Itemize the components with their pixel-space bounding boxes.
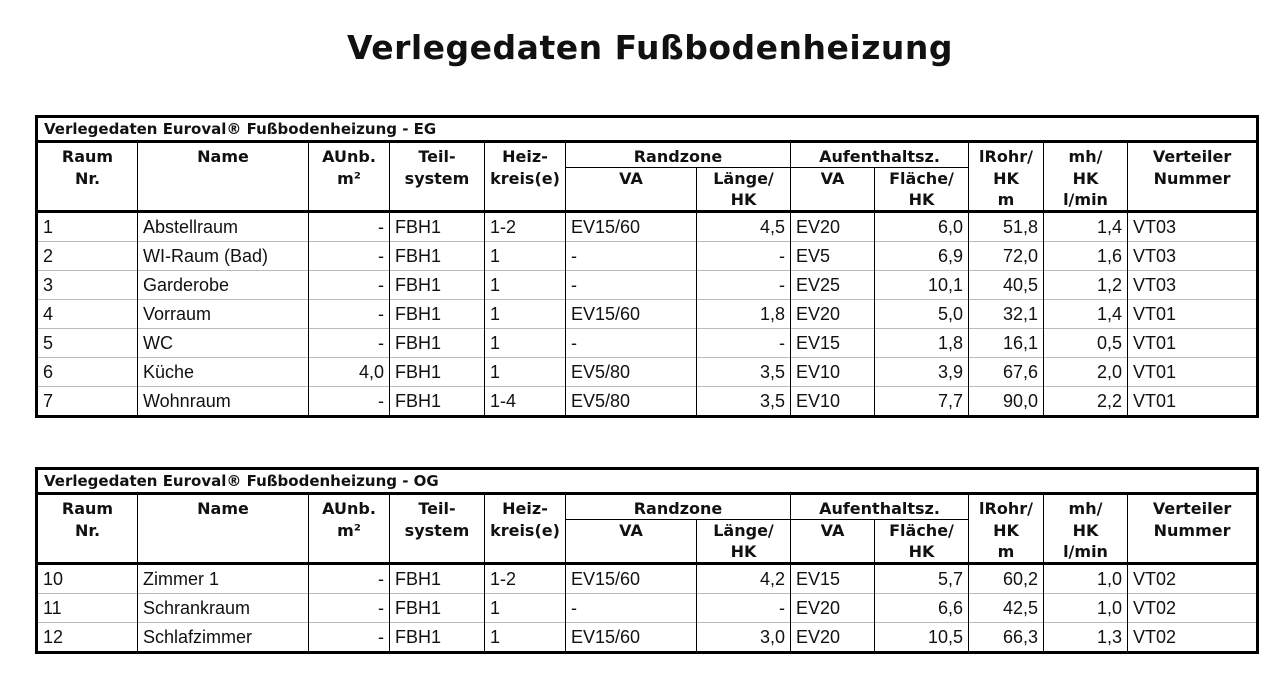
cell-teilsystem: FBH1 xyxy=(390,623,485,653)
header-kreise: kreis(e) xyxy=(485,520,566,564)
cell-laenge-hk: 4,5 xyxy=(697,212,791,242)
cell-heizkreise: 1-4 xyxy=(485,387,566,417)
table-og xyxy=(35,467,1259,654)
cell-teilsystem: FBH1 xyxy=(390,594,485,623)
cell-mh-hk: 1,0 xyxy=(1044,594,1128,623)
cell-raum-nr: 4 xyxy=(37,300,138,329)
cell-rand-va: - xyxy=(566,329,697,358)
header-randzone: Randzone xyxy=(566,494,791,520)
cell-auf-va: EV15 xyxy=(791,329,875,358)
cell-teilsystem: FBH1 xyxy=(390,564,485,594)
header-flaeche: Fläche/ HK xyxy=(875,520,969,564)
cell-laenge-hk: - xyxy=(697,329,791,358)
table-caption: Verlegedaten Euroval® Fußbodenheizung - EG xyxy=(37,117,1258,142)
header-m2: m² xyxy=(309,520,390,564)
cell-mh-hk: 1,3 xyxy=(1044,623,1128,653)
header-nummer: Nummer xyxy=(1128,520,1258,564)
header-verteiler: Verteiler xyxy=(1128,494,1258,520)
cell-rand-va: EV5/80 xyxy=(566,387,697,417)
header-aufenthalt: Aufenthaltsz. xyxy=(791,142,969,168)
cell-rand-va: - xyxy=(566,594,697,623)
header-mh: mh/ xyxy=(1044,494,1128,520)
cell-auf-va: EV10 xyxy=(791,387,875,417)
header-nr: Nr. xyxy=(37,520,138,564)
cell-mh-hk: 1,4 xyxy=(1044,212,1128,242)
cell-auf-va: EV25 xyxy=(791,271,875,300)
cell-aunb: - xyxy=(309,594,390,623)
cell-flaeche-hk: 6,0 xyxy=(875,212,969,242)
cell-laenge-hk: 1,8 xyxy=(697,300,791,329)
cell-name: Vorraum xyxy=(138,300,309,329)
cell-verteiler: VT01 xyxy=(1128,300,1258,329)
header-randzone: Randzone xyxy=(566,142,791,168)
cell-flaeche-hk: 5,7 xyxy=(875,564,969,594)
cell-laenge-hk: 3,0 xyxy=(697,623,791,653)
cell-lrohr-hk: 40,5 xyxy=(969,271,1044,300)
cell-raum-nr: 2 xyxy=(37,242,138,271)
cell-flaeche-hk: 6,6 xyxy=(875,594,969,623)
table-row xyxy=(37,358,1258,387)
cell-teilsystem: FBH1 xyxy=(390,212,485,242)
header-nummer: Nummer xyxy=(1128,168,1258,212)
table-row xyxy=(37,594,1258,623)
cell-mh-hk: 1,4 xyxy=(1044,300,1128,329)
header-lrohr-unit: HK m xyxy=(969,520,1044,564)
cell-heizkreise: 1 xyxy=(485,271,566,300)
cell-mh-hk: 2,2 xyxy=(1044,387,1128,417)
cell-name: Küche xyxy=(138,358,309,387)
header-auf-va: VA xyxy=(791,168,875,212)
table-row xyxy=(37,564,1258,594)
cell-flaeche-hk: 10,5 xyxy=(875,623,969,653)
cell-lrohr-hk: 67,6 xyxy=(969,358,1044,387)
cell-name: Abstellraum xyxy=(138,212,309,242)
cell-teilsystem: FBH1 xyxy=(390,387,485,417)
cell-aunb: 4,0 xyxy=(309,358,390,387)
cell-lrohr-hk: 90,0 xyxy=(969,387,1044,417)
header-aunb: AUnb. xyxy=(309,494,390,520)
cell-raum-nr: 12 xyxy=(37,623,138,653)
cell-teilsystem: FBH1 xyxy=(390,271,485,300)
cell-rand-va: EV15/60 xyxy=(566,564,697,594)
cell-lrohr-hk: 32,1 xyxy=(969,300,1044,329)
header-teil: Teil- xyxy=(390,494,485,520)
cell-rand-va: EV15/60 xyxy=(566,623,697,653)
cell-verteiler: VT02 xyxy=(1128,594,1258,623)
header-name-cont xyxy=(138,168,309,212)
cell-rand-va: - xyxy=(566,271,697,300)
header-mh-unit: HK l/min xyxy=(1044,520,1128,564)
cell-teilsystem: FBH1 xyxy=(390,358,485,387)
cell-laenge-hk: 3,5 xyxy=(697,387,791,417)
header-m2: m² xyxy=(309,168,390,212)
header-kreise: kreis(e) xyxy=(485,168,566,212)
cell-aunb: - xyxy=(309,300,390,329)
header-name: Name xyxy=(138,142,309,168)
cell-raum-nr: 11 xyxy=(37,594,138,623)
cell-aunb: - xyxy=(309,564,390,594)
header-mh-unit: HK l/min xyxy=(1044,168,1128,212)
cell-verteiler: VT02 xyxy=(1128,564,1258,594)
cell-rand-va: EV15/60 xyxy=(566,300,697,329)
cell-mh-hk: 1,2 xyxy=(1044,271,1128,300)
cell-heizkreise: 1 xyxy=(485,594,566,623)
cell-laenge-hk: 4,2 xyxy=(697,564,791,594)
cell-teilsystem: FBH1 xyxy=(390,329,485,358)
cell-raum-nr: 10 xyxy=(43,569,64,589)
header-rand-va: VA xyxy=(566,168,697,212)
header-teil: Teil- xyxy=(390,142,485,168)
cell-mh-hk: 0,5 xyxy=(1044,329,1128,358)
cell-raum-nr: 1 xyxy=(43,217,54,237)
cell-heizkreise: 1 xyxy=(485,300,566,329)
cell-flaeche-hk: 7,7 xyxy=(875,387,969,417)
cell-lrohr-hk: 66,3 xyxy=(969,623,1044,653)
cell-verteiler: VT02 xyxy=(1128,623,1258,653)
cell-raum-nr: 6 xyxy=(37,358,138,387)
cell-verteiler: VT01 xyxy=(1128,329,1258,358)
cell-aunb: - xyxy=(309,271,390,300)
cell-laenge-hk: - xyxy=(697,242,791,271)
cell-verteiler: VT03 xyxy=(1128,271,1258,300)
cell-flaeche-hk: 6,9 xyxy=(875,242,969,271)
cell-auf-va: EV20 xyxy=(791,300,875,329)
table-row xyxy=(37,242,1258,271)
header-lrohr: lRohr/ xyxy=(969,494,1044,520)
cell-lrohr-hk: 60,2 xyxy=(969,564,1044,594)
header-flaeche: Fläche/ HK xyxy=(875,168,969,212)
cell-auf-va: EV20 xyxy=(791,594,875,623)
cell-flaeche-hk: 1,8 xyxy=(875,329,969,358)
header-mh: mh/ xyxy=(1044,142,1128,168)
header-system: system xyxy=(390,168,485,212)
cell-rand-va: - xyxy=(566,242,697,271)
header-verteiler: Verteiler xyxy=(1128,142,1258,168)
cell-name: Garderobe xyxy=(138,271,309,300)
cell-auf-va: EV5 xyxy=(791,242,875,271)
cell-name: Schrankraum xyxy=(138,594,309,623)
cell-heizkreise: 1 xyxy=(485,358,566,387)
cell-lrohr-hk: 42,5 xyxy=(969,594,1044,623)
cell-aunb: - xyxy=(309,212,390,242)
table-caption: Verlegedaten Euroval® Fußbodenheizung - OG xyxy=(37,469,1258,494)
cell-heizkreise: 1 xyxy=(485,242,566,271)
cell-aunb: - xyxy=(309,329,390,358)
cell-laenge-hk: - xyxy=(697,594,791,623)
cell-lrohr-hk: 72,0 xyxy=(969,242,1044,271)
header-raum: Raum xyxy=(61,499,114,518)
header-system: system xyxy=(390,520,485,564)
cell-lrohr-hk: 51,8 xyxy=(969,212,1044,242)
header-name-cont xyxy=(138,520,309,564)
cell-laenge-hk: 3,5 xyxy=(697,358,791,387)
cell-raum-nr: 5 xyxy=(37,329,138,358)
cell-verteiler: VT01 xyxy=(1128,387,1258,417)
header-heiz: Heiz- xyxy=(485,494,566,520)
header-aunb: AUnb. xyxy=(309,142,390,168)
cell-name: Wohnraum xyxy=(138,387,309,417)
header-lrohr: lRohr/ xyxy=(969,142,1044,168)
header-lrohr-unit: HK m xyxy=(969,168,1044,212)
cell-lrohr-hk: 16,1 xyxy=(969,329,1044,358)
cell-name: Zimmer 1 xyxy=(138,564,309,594)
cell-raum-nr: 3 xyxy=(37,271,138,300)
cell-auf-va: EV15 xyxy=(791,564,875,594)
table-row xyxy=(37,329,1258,358)
table-row xyxy=(37,212,1258,242)
header-nr: Nr. xyxy=(37,168,138,212)
cell-flaeche-hk: 3,9 xyxy=(875,358,969,387)
header-rand-va: VA xyxy=(566,520,697,564)
header-aufenthalt: Aufenthaltsz. xyxy=(791,494,969,520)
cell-heizkreise: 1-2 xyxy=(485,212,566,242)
cell-verteiler: VT03 xyxy=(1128,212,1258,242)
header-laenge: Länge/ HK xyxy=(697,520,791,564)
cell-rand-va: EV5/80 xyxy=(566,358,697,387)
cell-name: WC xyxy=(138,329,309,358)
cell-verteiler: VT03 xyxy=(1128,242,1258,271)
cell-aunb: - xyxy=(309,387,390,417)
cell-aunb: - xyxy=(309,623,390,653)
cell-name: Schlafzimmer xyxy=(138,623,309,653)
page-title: Verlegedaten Fußbodenheizung xyxy=(346,28,954,67)
cell-flaeche-hk: 5,0 xyxy=(875,300,969,329)
cell-heizkreise: 1-2 xyxy=(485,564,566,594)
cell-mh-hk: 2,0 xyxy=(1044,358,1128,387)
cell-mh-hk: 1,0 xyxy=(1044,564,1128,594)
cell-raum-nr: 7 xyxy=(37,387,138,417)
cell-name: WI-Raum (Bad) xyxy=(138,242,309,271)
cell-heizkreise: 1 xyxy=(485,329,566,358)
header-laenge: Länge/ HK xyxy=(697,168,791,212)
cell-verteiler: VT01 xyxy=(1128,358,1258,387)
cell-heizkreise: 1 xyxy=(485,623,566,653)
cell-rand-va: EV15/60 xyxy=(566,212,697,242)
table-row xyxy=(37,300,1258,329)
header-auf-va: VA xyxy=(791,520,875,564)
cell-auf-va: EV20 xyxy=(791,623,875,653)
header-raum: Raum xyxy=(61,147,114,166)
table-row xyxy=(37,271,1258,300)
cell-auf-va: EV10 xyxy=(791,358,875,387)
header-heiz: Heiz- xyxy=(485,142,566,168)
table-row xyxy=(37,387,1258,417)
table-row xyxy=(37,623,1258,653)
cell-auf-va: EV20 xyxy=(791,212,875,242)
cell-teilsystem: FBH1 xyxy=(390,300,485,329)
header-name: Name xyxy=(138,494,309,520)
cell-laenge-hk: - xyxy=(697,271,791,300)
cell-flaeche-hk: 10,1 xyxy=(875,271,969,300)
cell-mh-hk: 1,6 xyxy=(1044,242,1128,271)
cell-aunb: - xyxy=(309,242,390,271)
table-eg xyxy=(35,115,1259,418)
cell-teilsystem: FBH1 xyxy=(390,242,485,271)
